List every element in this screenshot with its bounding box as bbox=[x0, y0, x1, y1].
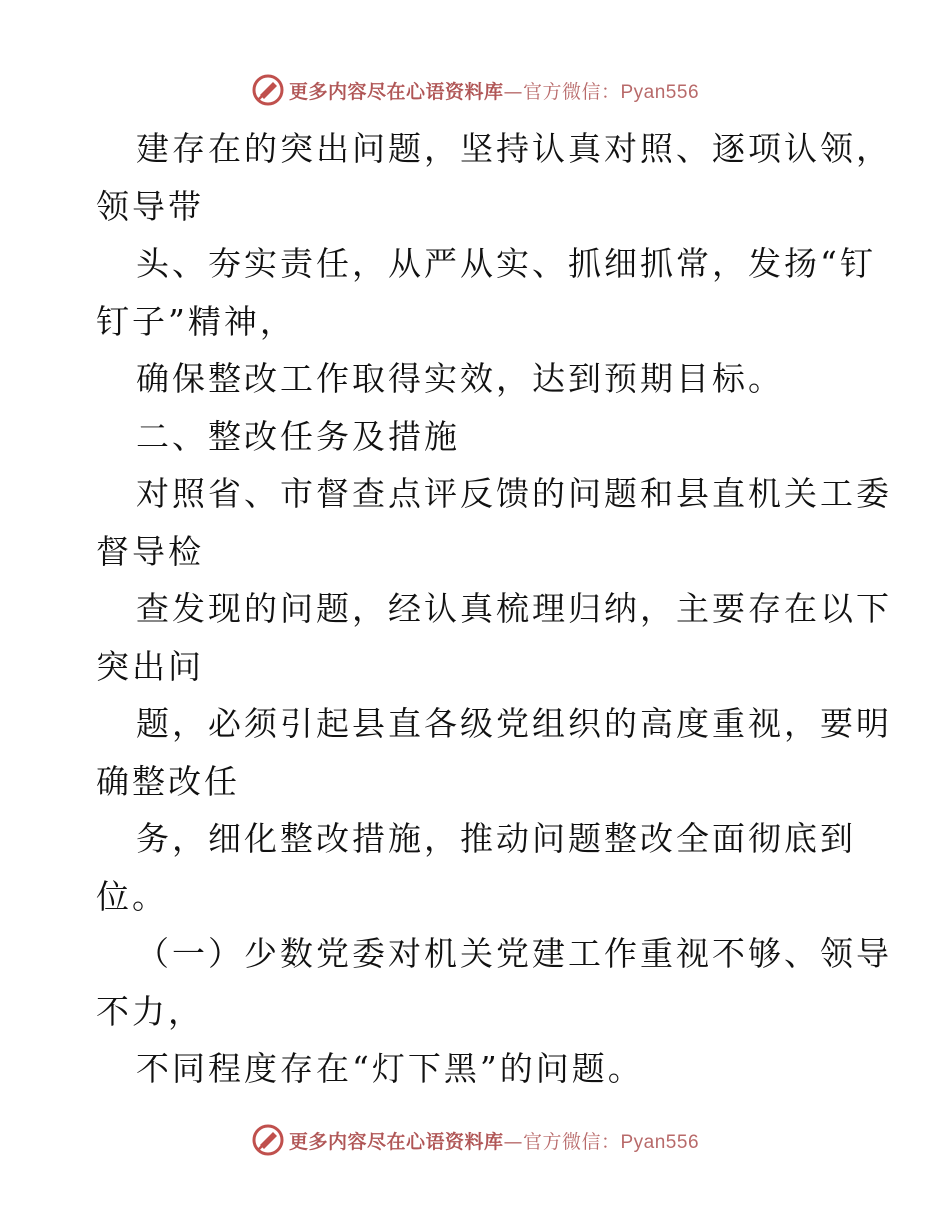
text-line: 位。 bbox=[96, 876, 168, 916]
text-line: 题，必须引起县直各级党组织的高度重视，要明 bbox=[136, 704, 892, 743]
text-line: 突出问 bbox=[96, 646, 204, 686]
text-line: 领导带 bbox=[96, 186, 204, 226]
text-line: 头、夯实责任，从严从实、抓细抓常，发扬“钉 bbox=[136, 244, 876, 283]
text-line: 建存在的突出问题，坚持认真对照、逐项认领， bbox=[136, 129, 892, 168]
text-line: 确整改任 bbox=[96, 761, 240, 801]
text-line: 不同程度存在“灯下黑”的问题。 bbox=[136, 1049, 644, 1088]
text-line: 务，细化整改措施，推动问题整改全面彻底到 bbox=[136, 819, 856, 858]
header-watermark bbox=[0, 70, 950, 110]
text-line: 查发现的问题，经认真梳理归纳，主要存在以下 bbox=[136, 589, 892, 628]
document-body bbox=[96, 120, 892, 1098]
text-line: 不力， bbox=[96, 991, 204, 1031]
watermark-text: 更多内容尽在心语资料库—官方微信：Pyan556 bbox=[288, 1130, 700, 1153]
watermark-text: 更多内容尽在心语资料库—官方微信：Pyan556 bbox=[288, 80, 700, 103]
brand-logo-icon bbox=[251, 1123, 285, 1157]
text-line: 对照省、市督查点评反馈的问题和县直机关工委 bbox=[136, 474, 892, 513]
text-line: 督导检 bbox=[96, 531, 204, 571]
section-heading: 二、整改任务及措施 bbox=[136, 416, 460, 456]
text-line: 钉子”精神， bbox=[96, 301, 296, 341]
footer-watermark bbox=[0, 1120, 950, 1160]
text-line: 确保整改工作取得实效，达到预期目标。 bbox=[136, 359, 784, 398]
brand-logo-icon bbox=[251, 73, 285, 107]
subsection-heading: （一）少数党委对机关党建工作重视不够、领导 bbox=[136, 934, 892, 973]
